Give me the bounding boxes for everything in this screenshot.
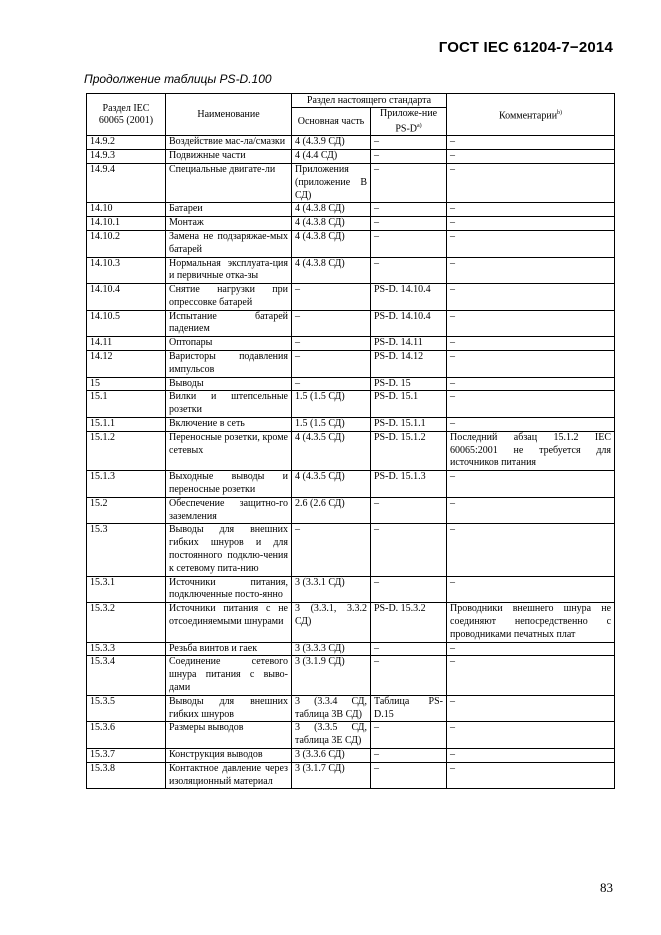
cell-main-part: – — [292, 337, 371, 351]
cell-annex: – — [371, 497, 447, 524]
header-annex — [371, 108, 447, 136]
cell-comment: – — [447, 642, 615, 656]
cell-name: Оптопары — [166, 337, 292, 351]
header-main-part: Основная часть — [292, 108, 371, 136]
cell-name: Варисторы подавления импульсов — [166, 351, 292, 378]
cell-name: Размеры выводов — [166, 722, 292, 749]
table-row — [87, 310, 615, 337]
cell-annex: Таблица PS-D.15 — [371, 695, 447, 722]
table-row — [87, 762, 615, 789]
cell-comment: – — [447, 471, 615, 498]
cell-annex: – — [371, 748, 447, 762]
cell-annex: PS-D. 14.10.4 — [371, 284, 447, 311]
cell-comment: – — [447, 310, 615, 337]
cell-main-part: 4 (4.3.8 СД) — [292, 257, 371, 284]
cell-comment: – — [447, 748, 615, 762]
cell-main-part: 1.5 (1.5 СД) — [292, 391, 371, 418]
cell-main-part: – — [292, 310, 371, 337]
cell-name: Обеспечение защитно-го заземления — [166, 497, 292, 524]
cell-comment: – — [447, 203, 615, 217]
table-row — [87, 377, 615, 391]
cell-annex: – — [371, 524, 447, 576]
cell-comment: Последний абзац 15.1.2 IEC 60065:2001 не требуется для источников питания — [447, 431, 615, 470]
cell-main-part: 3 (3.1.7 СД) — [292, 762, 371, 789]
cell-section: 15.3.3 — [87, 642, 166, 656]
cell-name: Выводы для внешних гибких шнуров и для постоянного подклю-чения к сетевому пита-нию — [166, 524, 292, 576]
table-row — [87, 351, 615, 378]
table-row — [87, 656, 615, 695]
header-comments — [447, 94, 615, 136]
cell-section: 14.10.4 — [87, 284, 166, 311]
cell-section: 14.10.1 — [87, 217, 166, 231]
cell-main-part: 4 (4.3.5 СД) — [292, 431, 371, 470]
cell-section: 15.1.3 — [87, 471, 166, 498]
cell-name: Включение в сеть — [166, 418, 292, 432]
table-row — [87, 136, 615, 150]
cell-name: Резьба винтов и гаек — [166, 642, 292, 656]
table-row — [87, 748, 615, 762]
cell-comment: – — [447, 163, 615, 202]
cell-name: Подвижные части — [166, 150, 292, 164]
cell-annex: – — [371, 217, 447, 231]
cell-main-part: – — [292, 284, 371, 311]
table-row — [87, 337, 615, 351]
cell-section: 14.9.3 — [87, 150, 166, 164]
cell-comment: – — [447, 257, 615, 284]
cell-section: 15.3.4 — [87, 656, 166, 695]
cell-name: Специальные двигате-ли — [166, 163, 292, 202]
cell-annex: PS-D. 14.10.4 — [371, 310, 447, 337]
cell-annex: PS-D. 15.1.3 — [371, 471, 447, 498]
cell-main-part: – — [292, 524, 371, 576]
cell-main-part: – — [292, 377, 371, 391]
cell-comment: – — [447, 497, 615, 524]
cell-section: 15.3.8 — [87, 762, 166, 789]
cell-comment: – — [447, 524, 615, 576]
cell-name: Выходные выводы и переносные розетки — [166, 471, 292, 498]
cell-annex: – — [371, 163, 447, 202]
cell-section: 15.3.6 — [87, 722, 166, 749]
table-row — [87, 391, 615, 418]
cell-main-part: 3 (3.3.6 СД) — [292, 748, 371, 762]
cell-comment: – — [447, 351, 615, 378]
standards-table — [86, 93, 615, 789]
table-row — [87, 431, 615, 470]
table-row — [87, 524, 615, 576]
table-body — [87, 136, 615, 789]
cell-comment: – — [447, 576, 615, 603]
cell-comment: – — [447, 217, 615, 231]
cell-name: Выводы — [166, 377, 292, 391]
cell-annex: – — [371, 230, 447, 257]
cell-name: Источники питания с не отсоединяемыми шнурами — [166, 603, 292, 642]
header-annex-label: Приложе-ние PS-D — [380, 108, 438, 135]
cell-section: 14.10.3 — [87, 257, 166, 284]
cell-main-part: 3 (3.3.4 СД, таблица 3В СД) — [292, 695, 371, 722]
cell-comment: Проводники внешнего шнура не соединяют непосредственно с проводниками печатных плат — [447, 603, 615, 642]
cell-section: 15.1.1 — [87, 418, 166, 432]
cell-annex: PS-D. 15.3.2 — [371, 603, 447, 642]
cell-section: 15.3 — [87, 524, 166, 576]
cell-comment: – — [447, 695, 615, 722]
cell-name: Вилки и штепсельные розетки — [166, 391, 292, 418]
cell-annex: – — [371, 136, 447, 150]
cell-main-part: 2.6 (2.6 СД) — [292, 497, 371, 524]
table-caption: Продолжение таблицы PS-D.100 — [84, 72, 272, 86]
table-row — [87, 576, 615, 603]
cell-name: Источники питания, подключенные посто-янно — [166, 576, 292, 603]
cell-main-part: – — [292, 351, 371, 378]
cell-section: 14.9.2 — [87, 136, 166, 150]
cell-name: Снятие нагрузки при опрессовке батарей — [166, 284, 292, 311]
cell-section: 15 — [87, 377, 166, 391]
cell-annex: PS-D. 15.1.2 — [371, 431, 447, 470]
cell-main-part: 4 (4.3.9 СД) — [292, 136, 371, 150]
header-comments-note: b) — [557, 110, 563, 116]
page-number: 83 — [600, 880, 613, 895]
cell-annex: PS-D. 15.1 — [371, 391, 447, 418]
table-row — [87, 230, 615, 257]
table-row — [87, 257, 615, 284]
cell-comment: – — [447, 377, 615, 391]
cell-comment: – — [447, 337, 615, 351]
cell-annex: – — [371, 642, 447, 656]
cell-comment: – — [447, 722, 615, 749]
cell-section: 15.3.5 — [87, 695, 166, 722]
header-comments-label: Комментарии — [498, 110, 558, 122]
cell-annex: – — [371, 257, 447, 284]
table-row — [87, 722, 615, 749]
cell-section: 15.3.2 — [87, 603, 166, 642]
table-row — [87, 497, 615, 524]
cell-name: Испытание батарей падением — [166, 310, 292, 337]
cell-annex: – — [371, 656, 447, 695]
cell-section: 14.10.2 — [87, 230, 166, 257]
cell-annex: – — [371, 722, 447, 749]
cell-main-part: 3 (3.3.1, 3.3.2 СД) — [292, 603, 371, 642]
cell-annex: PS-D. 14.11 — [371, 337, 447, 351]
cell-section: 15.3.7 — [87, 748, 166, 762]
cell-comment: – — [447, 230, 615, 257]
cell-comment: – — [447, 136, 615, 150]
cell-main-part: 4 (4.3.8 СД) — [292, 217, 371, 231]
header-section-iec: Раздел IEC 60065 (2001) — [87, 94, 166, 136]
cell-section: 14.11 — [87, 337, 166, 351]
cell-annex: – — [371, 762, 447, 789]
cell-annex: – — [371, 576, 447, 603]
cell-main-part: 3 (3.3.3 СД) — [292, 642, 371, 656]
table-row — [87, 203, 615, 217]
cell-name: Воздействие мас-ла/смазки — [166, 136, 292, 150]
cell-section: 14.10 — [87, 203, 166, 217]
cell-annex: – — [371, 150, 447, 164]
cell-annex: – — [371, 203, 447, 217]
table-row — [87, 163, 615, 202]
cell-section: 15.2 — [87, 497, 166, 524]
cell-main-part: Приложения (приложение В СД) — [292, 163, 371, 202]
table-row — [87, 284, 615, 311]
cell-comment: – — [447, 391, 615, 418]
cell-comment: – — [447, 418, 615, 432]
header-section-this: Раздел настоящего стандарта — [292, 94, 447, 108]
table-row — [87, 695, 615, 722]
table-row — [87, 217, 615, 231]
cell-name: Монтаж — [166, 217, 292, 231]
cell-comment: – — [447, 284, 615, 311]
table-row — [87, 150, 615, 164]
cell-main-part: 3 (3.3.1 СД) — [292, 576, 371, 603]
cell-comment: – — [447, 150, 615, 164]
cell-comment: – — [447, 762, 615, 789]
cell-comment: – — [447, 656, 615, 695]
table-row — [87, 603, 615, 642]
table-row — [87, 418, 615, 432]
cell-section: 15.1.2 — [87, 431, 166, 470]
header-name: Наименование — [166, 94, 292, 136]
cell-name: Выводы для внешних гибких шнуров — [166, 695, 292, 722]
table-row — [87, 642, 615, 656]
cell-section: 14.10.5 — [87, 310, 166, 337]
cell-main-part: 4 (4.3.5 СД) — [292, 471, 371, 498]
cell-section: 15.1 — [87, 391, 166, 418]
cell-name: Переносные розетки, кроме сетевых — [166, 431, 292, 470]
cell-name: Батареи — [166, 203, 292, 217]
cell-main-part: 3 (3.1.9 СД) — [292, 656, 371, 695]
cell-annex: PS-D. 14.12 — [371, 351, 447, 378]
table-row — [87, 471, 615, 498]
cell-name: Замена не подзаряжае-мых батарей — [166, 230, 292, 257]
document-standard-title: ГОСТ IEC 61204-7−2014 — [438, 39, 613, 56]
cell-section: 15.3.1 — [87, 576, 166, 603]
cell-annex: PS-D. 15 — [371, 377, 447, 391]
cell-section: 14.9.4 — [87, 163, 166, 202]
cell-name: Контактное давление через изоляционный материал — [166, 762, 292, 789]
cell-name: Нормальная эксплуата-ция и первичные отка-зы — [166, 257, 292, 284]
cell-main-part: 4 (4.3.8 СД) — [292, 203, 371, 217]
cell-annex: PS-D. 15.1.1 — [371, 418, 447, 432]
cell-name: Соединение сетевого шнура питания с выво-дами — [166, 656, 292, 695]
cell-main-part: 1.5 (1.5 СД) — [292, 418, 371, 432]
cell-main-part: 3 (3.3.5 СД, таблица 3Е СД) — [292, 722, 371, 749]
cell-main-part: 4 (4.3.8 СД) — [292, 230, 371, 257]
cell-name: Конструкция выводов — [166, 748, 292, 762]
cell-main-part: 4 (4.4 СД) — [292, 150, 371, 164]
header-annex-note: a) — [417, 123, 422, 129]
cell-section: 14.12 — [87, 351, 166, 378]
